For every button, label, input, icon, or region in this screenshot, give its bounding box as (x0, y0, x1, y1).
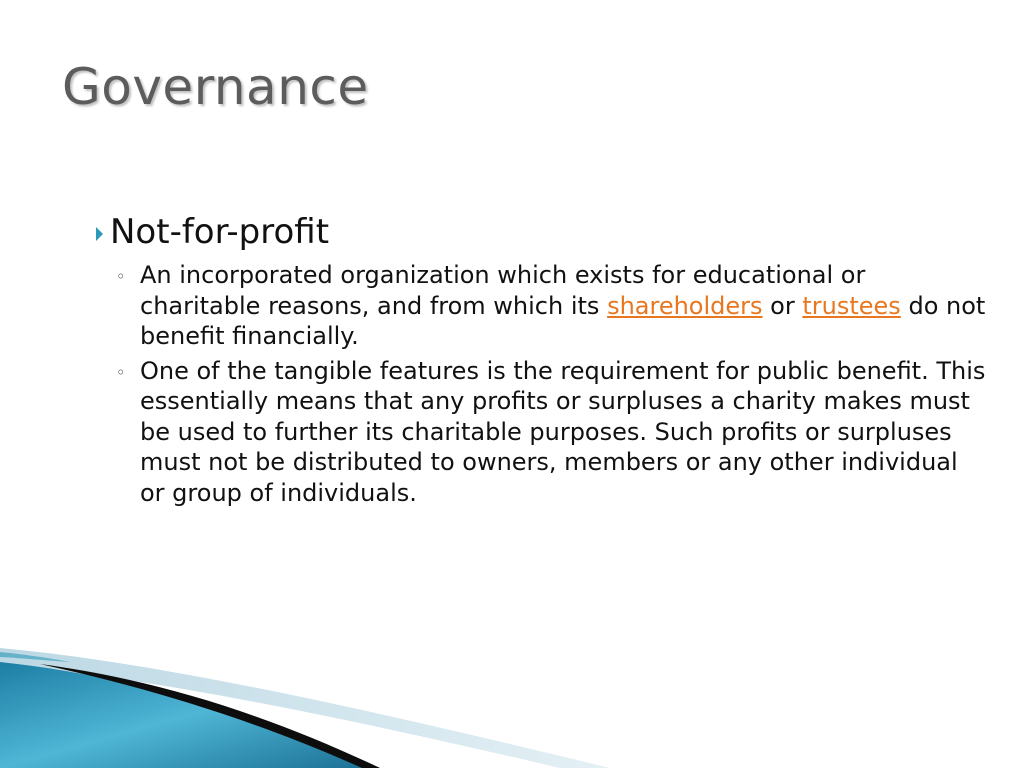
shareholders-link[interactable]: shareholders (607, 291, 763, 320)
definition-text-after: do not benefit financially. (140, 291, 986, 350)
circle-bullet-icon: ◦ (116, 362, 126, 382)
trustees-link[interactable]: trustees (802, 291, 901, 320)
public-benefit-text: One of the tangible features is the requirement for public benefit. This essentially means that any profits or surpluses a charity makes must be used to further its charitable purposes. Such profits or surpluses must not be distributed to owners, members or any other individual or group of individuals. (140, 356, 986, 507)
definition-text-before: An incorporated organization which exists for educational or charitable reasons, and from which its (140, 261, 866, 320)
circle-bullet-icon: ◦ (116, 267, 126, 286)
definition-text-middle: or (770, 291, 795, 320)
bullet-label: Not-for-profit (110, 212, 330, 252)
slide-title: Governance (62, 58, 369, 116)
